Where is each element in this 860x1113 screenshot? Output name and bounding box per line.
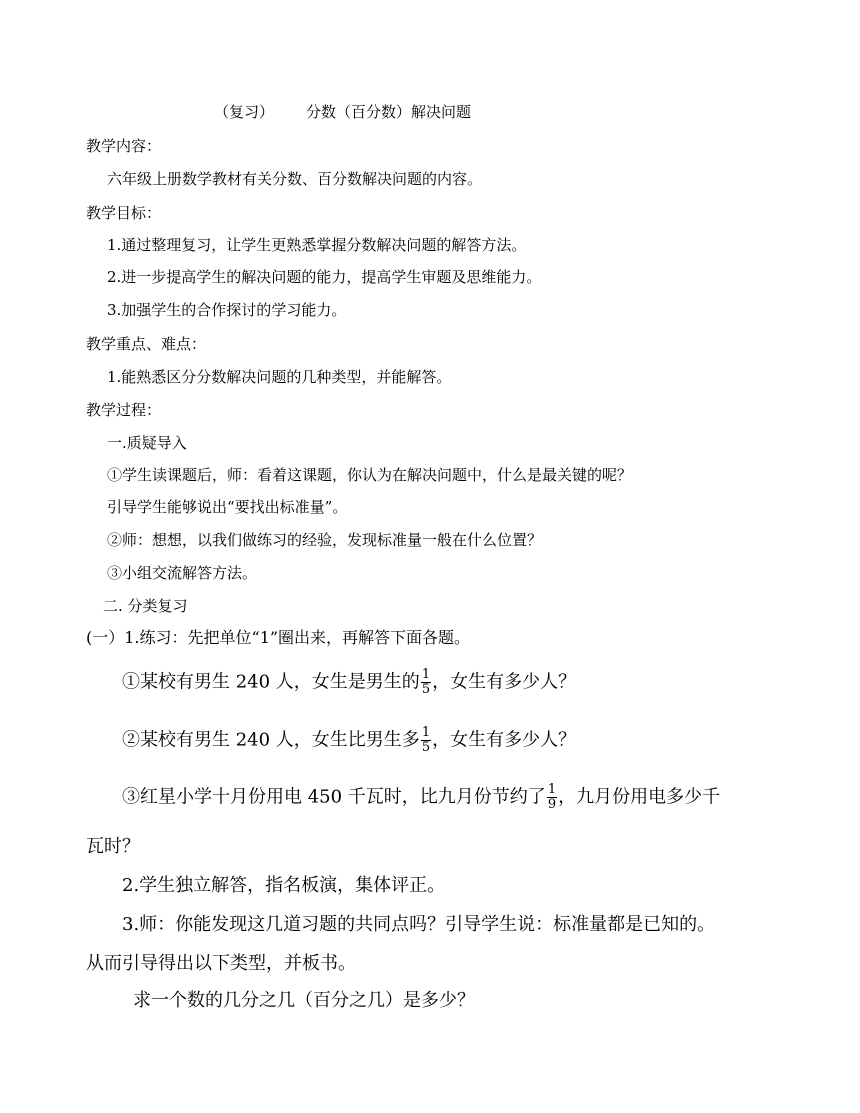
- step-2: 2.学生独立解答，指名板演，集体评正。: [122, 875, 446, 896]
- fraction-numerator: 1: [421, 725, 431, 740]
- fraction-numerator: 1: [547, 782, 557, 797]
- objective-item: 2.进一步提高学生的解决问题的能力，提高学生审题及思维能力。: [107, 268, 542, 286]
- fraction: [421, 726, 431, 755]
- problem-text: ①某校有男生 240 人，女生是男生的: [122, 671, 420, 693]
- problem-text: ，九月份用电多少千: [558, 786, 721, 808]
- problem-text: ，女生有多少人？: [432, 671, 577, 693]
- problem-text: ，女生有多少人？: [432, 729, 577, 751]
- section1-line: ③小组交流解答方法。: [107, 564, 258, 582]
- objective-item: 1.通过整理复习，让学生更熟悉掌握分数解决问题的解答方法。: [107, 236, 527, 254]
- section1-line: 引导学生能够说出“要找出标准量”。: [107, 498, 348, 516]
- section1-title: 一.质疑导入: [107, 434, 187, 452]
- exercise-intro: (一）1.练习：先把单位“1”圈出来，再解答下面各题。: [86, 628, 471, 647]
- problem-text: ②某校有男生 240 人，女生比男生多: [122, 729, 420, 751]
- problem-3-continuation: 瓦时？: [86, 836, 140, 857]
- type-line: 求一个数的几分之几（百分之几）是多少？: [133, 990, 475, 1011]
- problem-text: ③红星小学十月份用电 450 千瓦时，比九月份节约了: [122, 786, 546, 808]
- section1-line: ②师：想想，以我们做练习的经验，发现标准量一般在什么位置？: [107, 531, 543, 549]
- fraction-denominator: 5: [421, 740, 431, 755]
- fraction: [547, 783, 557, 812]
- page-title: [214, 102, 471, 122]
- step-3-line1: 3.师：你能发现这几道习题的共同点吗？引导学生说：标准量都是已知的。: [122, 914, 716, 935]
- keypoint-item: 1.能熟悉区分分数解决问题的几种类型，并能解答。: [107, 368, 452, 386]
- objective-item: 3.加强学生的合作探讨的学习能力。: [107, 301, 347, 319]
- problem-1: [122, 668, 576, 697]
- objectives-heading: 教学目标：: [86, 204, 162, 222]
- section1-line: ①学生读课题后，师：看着这课题，你认为在解决问题中，什么是最关键的呢？: [107, 466, 633, 484]
- process-heading: 教学过程：: [86, 401, 162, 419]
- content-text: 六年级上册数学教材有关分数、百分数解决问题的内容。: [107, 170, 483, 188]
- content-heading: 教学内容：: [86, 137, 162, 155]
- problem-3: [122, 783, 720, 812]
- section2-title: 二. 分类复习: [103, 597, 188, 615]
- fraction-denominator: 9: [547, 797, 557, 812]
- fraction-denominator: 5: [421, 682, 431, 697]
- problem-2: [122, 726, 576, 755]
- step-3-line2: 从而引导得出以下类型，并板书。: [86, 953, 356, 974]
- fraction: [421, 668, 431, 697]
- fraction-numerator: 1: [421, 667, 431, 682]
- keypoints-heading: 教学重点、难点：: [86, 335, 207, 353]
- title-main: 分数（百分数）解决问题: [306, 103, 472, 121]
- title-prefix: （复习）: [214, 103, 275, 121]
